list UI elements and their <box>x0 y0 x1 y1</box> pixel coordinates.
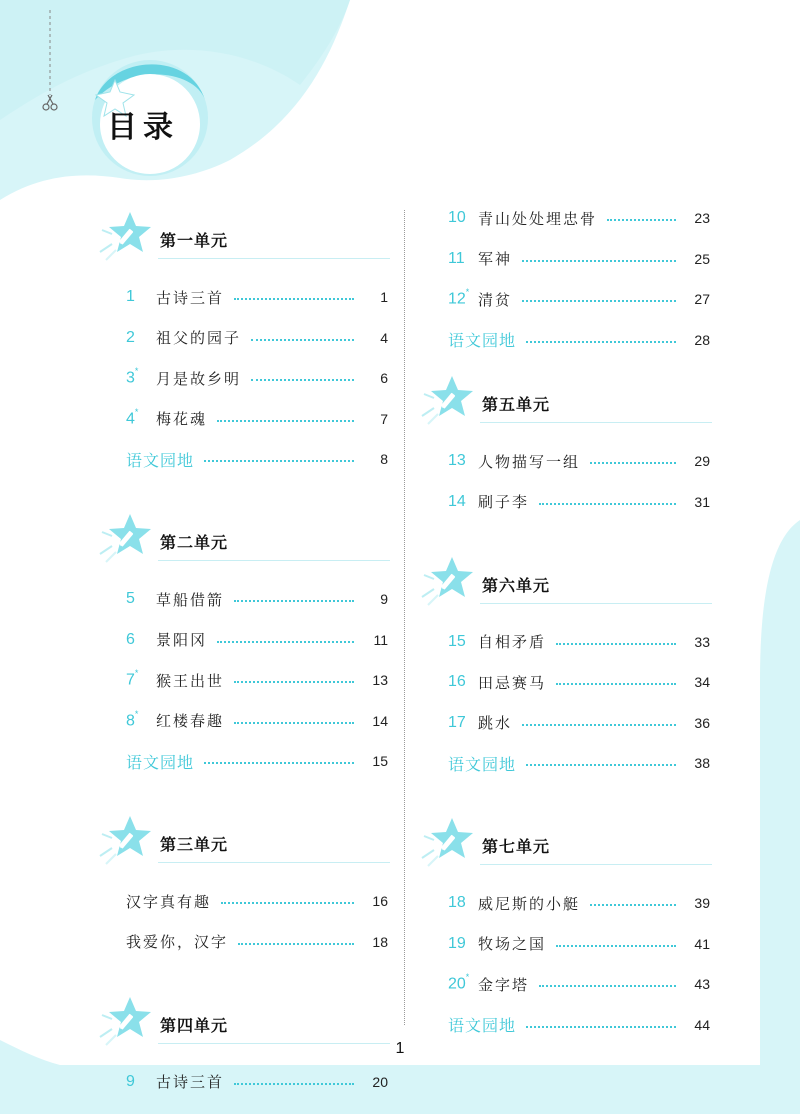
entry-title: 跳水 <box>478 714 513 732</box>
entry-number: 15 <box>448 632 466 650</box>
entry-page-number: 43 <box>694 976 710 992</box>
entry-page-number: 4 <box>380 329 388 346</box>
toc-entry-yuwen-yuandi[interactable] <box>448 751 710 775</box>
entry-title: 田忌赛马 <box>478 673 547 692</box>
leader-dots <box>539 983 676 987</box>
leader-dots <box>234 1081 354 1085</box>
unit-underline <box>158 560 390 561</box>
toc-entry[interactable] <box>448 670 710 694</box>
entry-number: 13 <box>448 452 466 469</box>
entry-number: 2 <box>126 328 135 346</box>
entry-title: 语文园地 <box>448 331 517 350</box>
unit-underline <box>480 864 712 865</box>
unit-underline <box>158 862 390 863</box>
leader-dots <box>221 900 354 904</box>
leader-dots <box>251 377 354 381</box>
leader-dots <box>522 722 676 726</box>
entry-number: 10 <box>448 209 466 226</box>
unit-header <box>98 510 390 570</box>
unit-title: 第二单元 <box>160 533 229 552</box>
entry-page-number: 25 <box>694 250 710 267</box>
toc-entry[interactable] <box>126 285 388 309</box>
unit-title: 第一单元 <box>160 231 229 250</box>
entry-number: 9 <box>126 1072 135 1090</box>
optional-star-mark: * <box>134 708 139 719</box>
toc-entry[interactable] <box>448 972 710 996</box>
toc-entry[interactable] <box>126 709 388 733</box>
entry-title: 古诗三首 <box>156 1073 225 1091</box>
toc-entry[interactable] <box>448 490 710 514</box>
toc-entry[interactable] <box>126 930 388 954</box>
entry-number: 7* <box>126 668 139 689</box>
toc-entry[interactable] <box>126 587 388 611</box>
entry-number: 3* <box>126 366 139 387</box>
pencil-star-icon <box>420 814 476 870</box>
entry-page-number: 16 <box>372 893 388 909</box>
entry-number: 11 <box>448 249 465 267</box>
entry-page-number: 9 <box>380 591 388 607</box>
page-number: 1 <box>395 1040 405 1057</box>
entry-title: 景阳冈 <box>156 631 208 649</box>
entry-title: 语文园地 <box>126 752 195 772</box>
entry-page-number: 36 <box>694 714 710 731</box>
leader-dots <box>556 641 676 645</box>
entry-title: 草船借箭 <box>156 590 225 609</box>
entry-title: 牧场之国 <box>478 935 547 953</box>
leader-dots <box>217 418 354 422</box>
entry-title: 猴王出世 <box>156 671 225 690</box>
leader-dots <box>526 339 676 343</box>
leader-dots <box>234 679 354 683</box>
unit-title: 第六单元 <box>482 575 551 595</box>
pencil-star-icon <box>420 553 476 609</box>
toc-entry[interactable] <box>448 287 710 311</box>
entry-title: 梅花魂 <box>156 410 208 428</box>
optional-star-mark: * <box>134 668 139 679</box>
entry-number: 5 <box>126 590 135 607</box>
unit-title: 第七单元 <box>482 837 551 856</box>
unit-underline <box>480 603 712 604</box>
unit-underline <box>158 258 390 259</box>
entry-title: 红楼春趣 <box>156 712 225 730</box>
column-divider <box>404 210 405 1025</box>
toc-entry-yuwen-yuandi[interactable] <box>126 447 388 471</box>
toc-entry[interactable] <box>126 668 388 692</box>
entry-number: 20* <box>448 972 470 993</box>
unit-title: 第三单元 <box>160 835 229 854</box>
leader-dots <box>234 296 354 300</box>
unit-title: 第五单元 <box>482 395 551 414</box>
entry-page-number: 23 <box>694 210 710 226</box>
page-title: 目录 <box>107 110 179 145</box>
toc-entry[interactable] <box>448 891 710 915</box>
unit-header <box>420 814 712 874</box>
toc-entry[interactable] <box>126 326 388 350</box>
unit-header <box>420 372 712 432</box>
toc-entry-yuwen-yuandi[interactable] <box>448 1013 710 1037</box>
entry-title: 汉字真有趣 <box>126 892 212 911</box>
leader-dots <box>539 501 676 505</box>
entry-number: 17 <box>448 713 466 731</box>
entry-page-number: 7 <box>380 410 388 427</box>
leader-dots <box>238 941 354 945</box>
entry-number: 1 <box>126 288 135 305</box>
entry-number: 6 <box>126 630 135 648</box>
entry-number: 18 <box>448 894 466 911</box>
optional-star-mark: * <box>134 406 139 417</box>
entry-number: 12* <box>448 287 470 308</box>
leader-dots <box>251 337 354 341</box>
entry-title: 语文园地 <box>126 450 195 470</box>
unit-header <box>420 553 712 613</box>
entry-page-number: 44 <box>694 1016 710 1033</box>
unit-title: 第四单元 <box>160 1015 229 1035</box>
entry-page-number: 28 <box>694 331 710 348</box>
entry-page-number: 31 <box>694 493 710 510</box>
leader-dots <box>590 902 676 906</box>
entry-page-number: 41 <box>694 935 710 952</box>
pencil-star-icon <box>98 510 154 566</box>
entry-title: 清贫 <box>478 290 513 309</box>
unit-header <box>98 208 390 268</box>
entry-title: 刷子李 <box>478 493 530 511</box>
toc-entry[interactable] <box>448 449 710 473</box>
toc-entry[interactable] <box>448 206 710 230</box>
entry-page-number: 29 <box>694 453 710 469</box>
leader-dots <box>204 760 354 764</box>
entry-title: 语文园地 <box>448 754 517 774</box>
entry-page-number: 13 <box>372 672 388 688</box>
leader-dots <box>607 217 676 221</box>
leader-dots <box>217 639 354 643</box>
entry-number: 4* <box>126 406 139 428</box>
pencil-star-icon <box>98 812 154 868</box>
entry-page-number: 8 <box>380 451 388 467</box>
entry-page-number: 18 <box>372 933 388 950</box>
entry-title: 金字塔 <box>478 975 530 994</box>
entry-title: 月是故乡明 <box>156 369 242 388</box>
entry-title: 青山处处埋忠骨 <box>478 209 598 228</box>
optional-star-mark: * <box>465 287 470 298</box>
entry-page-number: 11 <box>373 631 388 648</box>
toc-entry[interactable] <box>126 407 388 431</box>
entry-title: 威尼斯的小艇 <box>478 894 581 913</box>
entry-page-number: 1 <box>380 289 388 305</box>
toc-entry[interactable] <box>448 247 710 271</box>
entry-title: 祖父的园子 <box>156 329 242 347</box>
entry-title: 我爱你，汉字 <box>126 933 229 951</box>
toc-entry[interactable] <box>126 889 388 913</box>
pencil-star-icon <box>420 372 476 428</box>
toc-entry[interactable] <box>126 628 388 652</box>
toc-entry[interactable] <box>126 1070 388 1094</box>
leader-dots <box>526 762 676 766</box>
toc-entry[interactable] <box>126 366 388 390</box>
entry-page-number: 34 <box>694 674 710 690</box>
entry-page-number: 39 <box>694 895 710 911</box>
entry-page-number: 15 <box>372 753 388 769</box>
leader-dots <box>590 460 676 464</box>
entry-page-number: 38 <box>694 755 710 771</box>
toc-entry[interactable] <box>448 932 710 956</box>
entry-page-number: 6 <box>380 370 388 386</box>
entry-number: 16 <box>448 673 466 690</box>
pencil-star-icon <box>98 208 154 264</box>
leader-dots <box>556 943 676 947</box>
leader-dots <box>526 1024 676 1028</box>
leader-dots <box>522 298 676 302</box>
title-block <box>98 88 188 160</box>
entry-title: 军神 <box>478 250 513 268</box>
entry-number: 19 <box>448 934 466 952</box>
entry-title: 自相矛盾 <box>478 633 547 651</box>
entry-number: 8* <box>126 708 139 730</box>
leader-dots <box>556 681 676 685</box>
toc-entry[interactable] <box>448 711 710 735</box>
unit-header <box>98 812 390 872</box>
leader-dots <box>522 258 676 262</box>
entry-page-number: 20 <box>372 1073 388 1090</box>
leader-dots <box>234 598 354 602</box>
toc-entry[interactable] <box>448 630 710 654</box>
optional-star-mark: * <box>134 366 139 377</box>
entry-title: 人物描写一组 <box>478 452 581 471</box>
entry-title: 古诗三首 <box>156 288 225 307</box>
entry-title: 语文园地 <box>448 1016 517 1035</box>
toc-entry-yuwen-yuandi[interactable] <box>448 328 710 352</box>
entry-number: 14 <box>448 492 466 510</box>
leader-dots <box>234 720 354 724</box>
optional-star-mark: * <box>465 972 470 983</box>
entry-page-number: 27 <box>694 291 710 307</box>
entry-page-number: 33 <box>694 633 710 650</box>
leader-dots <box>204 458 354 462</box>
unit-underline <box>480 422 712 423</box>
entry-page-number: 14 <box>372 712 388 729</box>
toc-entry-yuwen-yuandi[interactable] <box>126 749 388 773</box>
